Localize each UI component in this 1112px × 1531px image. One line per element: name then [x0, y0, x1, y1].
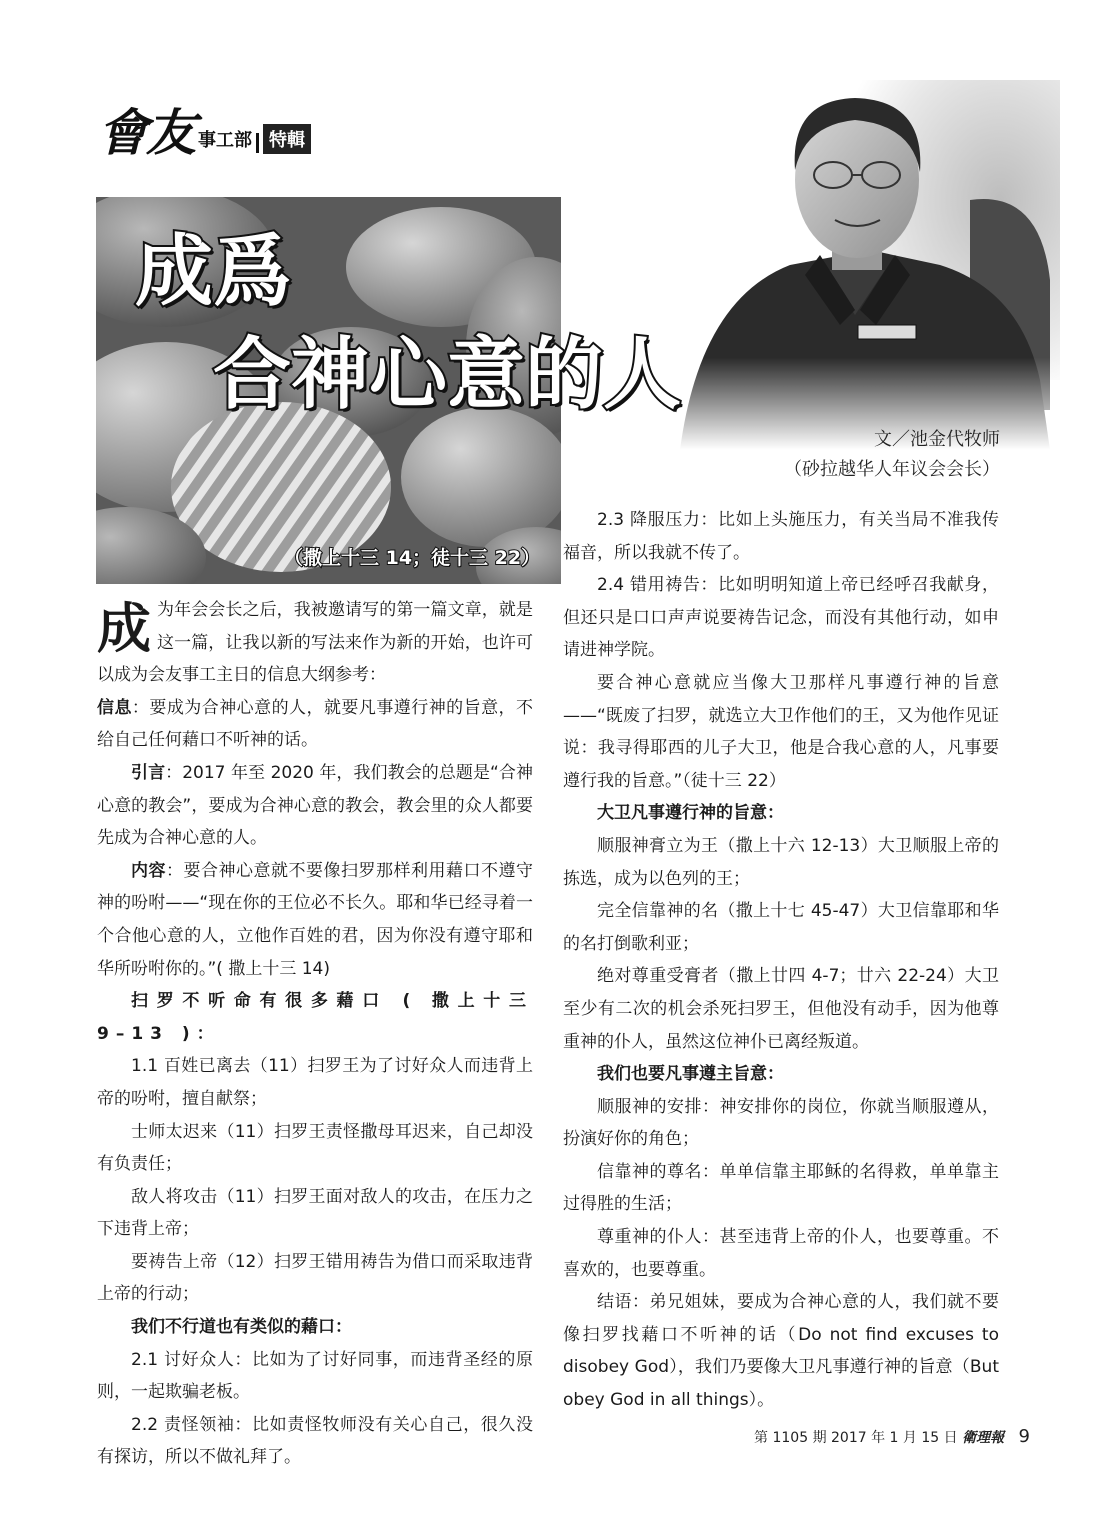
- list-item: 顺服神膏立为王（撒上十六 12-13）大卫顺服上帝的拣选，成为以色列的王；: [563, 835, 999, 889]
- list-item: 2.1 讨好众人：比如为了讨好同事，而违背圣经的原则，一起欺骗老板。: [97, 1349, 533, 1403]
- headline-line-1: 成爲: [135, 227, 292, 317]
- subheading-david: 大卫凡事遵行神的旨意：: [597, 803, 784, 824]
- list-item: 尊重神的仆人：甚至违背上帝的仆人，也要尊重。不喜欢的，也要尊重。: [563, 1227, 999, 1280]
- list-item: 绝对尊重受膏者（撒上廿四 4-7；廿六 22-24）大卫至少有二次的机会杀死扫罗王，但他没有动手，因为他尊重神的仆人，虽然这位神仆已离经叛道。: [563, 966, 999, 1052]
- list-item: 敌人将攻击（11）扫罗王面对敌人的攻击，在压力之下违背上帝；: [97, 1186, 533, 1240]
- introduction-paragraph: 引言：2017 年至 2020 年，我们教会的总题是“合神心意的教会”，要成为合神心意的教会，教会里的众人都要先成为合神心意的人。: [97, 762, 534, 849]
- list-item: 信靠神的尊名：单单信靠主耶稣的名得救，单单靠主过得胜的生活；: [563, 1161, 999, 1215]
- introduction-label: 引言: [131, 762, 166, 783]
- subheading-our-excuses: 我们不行道也有类似的藉口：: [131, 1317, 352, 1338]
- page-number: 9: [1018, 1426, 1030, 1447]
- content-paragraph: 内容：要合神心意就不要像扫罗那样利用藉口不遵守神的吩咐——“现在你的王位必不长久。耶和华已经寻着一个合他心意的人，立他作百姓的君，因为你没有遵守耶和华所吩咐你的。”( 撒上十三 14): [97, 860, 533, 979]
- article-column-left: [97, 594, 533, 1474]
- brand-logo: 會友: [98, 103, 194, 162]
- list-item: 2.3 降服压力：比如上头施压力，有关当局不准我传福音，所以我就不传了。: [563, 510, 999, 563]
- conclusion-paragraph: 结语：弟兄姐妹，要成为合神心意的人，我们就不要像扫罗找藉口不听神的话（Do not find excuses to disobey God），我们乃要像大卫凡事遵行神的旨意（But obey God in all things）。: [563, 1292, 999, 1411]
- list-item: 2.2 责怪领袖：比如责怪牧师没有关心自己，很久没有探访，所以不做礼拜了。: [97, 1414, 533, 1468]
- list-item: 1.1 百姓已离去（11）扫罗王为了讨好众人而违背上帝的吩咐，擅自献祭；: [97, 1056, 533, 1109]
- byline-author: 文／池金代牧师: [874, 429, 1000, 450]
- header-divider: [256, 133, 259, 153]
- page-footer: [754, 1426, 1030, 1447]
- byline-role: （砂拉越华人年议会会长）: [784, 459, 1000, 480]
- header-special-badge: 特輯: [263, 124, 311, 154]
- publication-name: 衛理報: [962, 1430, 1005, 1446]
- list-item: 士师太迟来（11）扫罗王责怪撒母耳迟来，自己却没有负责任；: [97, 1121, 533, 1175]
- david-paragraph: 要合神心意就应当像大卫那样凡事遵行神的旨意——“既废了扫罗，就选立大卫作他们的王，又为他作见证说：我寻得耶西的儿子大卫，他是合我心意的人，凡事要遵行我的旨意。”（徒十三 22）: [563, 672, 999, 791]
- author-portrait: [640, 80, 1060, 450]
- article-column-right: [563, 504, 999, 1417]
- subheading-obey: 我们也要凡事遵主旨意：: [597, 1064, 784, 1085]
- issue-info: 第 1105 期 2017 年 1 月 15 日: [754, 1430, 958, 1446]
- scripture-reference: （撒上十三 14；徒十三 22）: [284, 547, 541, 569]
- subheading-saul-excuses: 扫罗不听命有很多藉口 ( 撒上十三 9–13 )：: [97, 991, 533, 1044]
- drop-cap: 成: [97, 597, 151, 660]
- section-header: [98, 103, 311, 162]
- content-label: 内容: [131, 860, 166, 881]
- header-subtitle: 事工部: [198, 130, 252, 151]
- byline: [730, 425, 1000, 485]
- message-label: 信息: [97, 697, 132, 718]
- intro-paragraph: 成为年会会长之后，我被邀请写的第一篇文章，就是这一篇，让我以新的写法来作为新的开始，也许可以成为会友事工主日的信息大纲参考：: [97, 597, 533, 686]
- list-item: 要祷告上帝（12）扫罗王错用祷告为借口而采取违背上帝的行动；: [97, 1251, 533, 1305]
- list-item: 完全信靠神的名（撒上十七 45-47）大卫信靠耶和华的名打倒歌利亚；: [563, 901, 999, 954]
- list-item: 顺服神的安排：神安排你的岗位，你就当顺服遵从，扮演好你的角色；: [563, 1096, 999, 1150]
- list-item: 2.4 错用祷告：比如明明知道上帝已经呼召我献身，但还只是口口声声说要祷告记念，而没有其他行动，如申请进神学院。: [563, 575, 999, 661]
- message-paragraph: 信息：要成为合神心意的人，就要凡事遵行神的旨意，不给自己任何藉口不听神的话。: [97, 697, 534, 751]
- headline-line-2: 合神心意的人: [213, 330, 682, 420]
